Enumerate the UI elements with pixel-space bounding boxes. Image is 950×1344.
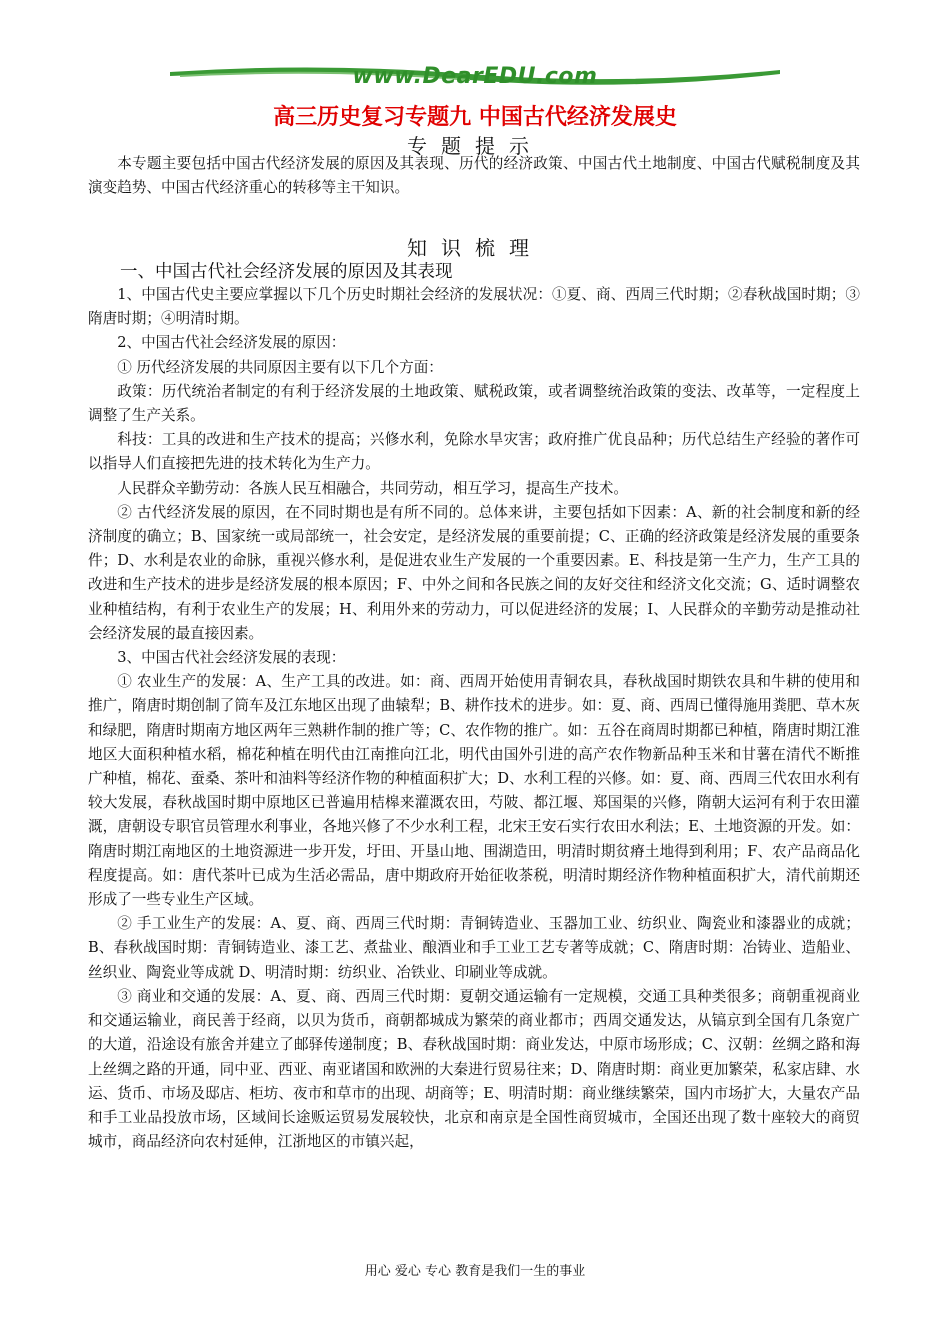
paragraph: 人民群众辛勤劳动：各族人民互相融合，共同劳动，相互学习，提高生产技术。 bbox=[117, 479, 628, 497]
document-title: 高三历史复习专题九 中国古代经济发展史 bbox=[273, 104, 677, 130]
paragraph: 1、中国古代史主要应掌握以下几个历史时期社会经济的发展状况：①夏、商、西周三代时期；②春秋战国时期；③隋唐时期；④明清时期。 bbox=[88, 286, 860, 328]
site-banner bbox=[170, 60, 780, 96]
paragraph: ② 古代经济发展的原因，在不同时期也是有所不同的。总体来讲，主要包括如下因素：A、新的社会制度和新的经济制度的确立；B、国家统一或局部统一，社会安定，是经济发展的重要前提；C、正确的经济政策是经济发展的重要条件；D、水利是农业的命脉，重视兴修水利，是促进农业生产发展的一个重要因素。E、科技是第一生产力，生产工具的改进和生产技术的进步是经济发展的根本原因；F、中外之间和各民族之间的友好交往和经济文化交流；G、适时调整农业种植结构，有利于农业生产的发展；H、利用外来的劳动力，可以促进经济的发展；I、人民群众的辛勤劳动是推动社会经济发展的最直接因素。 bbox=[88, 503, 860, 642]
paragraph: 3、中国古代社会经济发展的表现： bbox=[117, 649, 346, 667]
site-logo[interactable]: www.DearEDU.com bbox=[352, 64, 598, 89]
paragraph: ① 农业生产的发展：A、生产工具的改进。如：商、西周开始使用青铜农具，春秋战国时期铁农具和牛耕的使用和推广，隋唐时期创制了筒车及江东地区出现了曲辕犁；B、耕作技术的进步。如：夏、商、西周已懂得施用粪肥、草木灰和绿肥，隋唐时期南方地区两年三熟耕作制的推广等；C、农作物的推广。如：五谷在商周时期都已种植，隋唐时期江淮地区大面积种植水稻，棉花种植在明代由江南推向江北，明代由国外引进的高产农作物新品种玉米和甘薯在清代不断推广种植，棉花、蚕桑、茶叶和油料等经济作物的种植面积扩大；D、水利工程的兴修。如：夏、商、西周三代农田水利有较大发展，春秋战国时期中原地区已普遍用桔槔来灌溉农田，芍陂、都江堰、郑国渠的兴修，隋朝大运河有利于农田灌溉，唐朝设专职官员管理水利事业，各地兴修了不少水利工程，北宋王安石实行农田水利法；E、土地资源的开发。如：隋唐时期江南地区的土地资源进一步开发，圩田、开垦山地、围湖造田，明清时期贫瘠土地得到利用；F、农产品商品化程度提高。如：唐代茶叶已成为生活必需品，唐中期政府开始征收茶税，明清时期经济作物种植面积扩大，清代前期还形成了一些专业生产区域。 bbox=[88, 673, 860, 909]
paragraph: 2、中国古代社会经济发展的原因： bbox=[117, 334, 346, 352]
paragraph: ③ 商业和交通的发展：A、夏、商、西周三代时期：夏朝交通运输有一定规模，交通工具种类很多；商朝重视商业和交通运输业，商民善于经商，以贝为货币，商朝都城成为繁荣的商业都市；西周交通发达，从镐京到全国有几条宽广的大道，沿途设有旅舍并建立了邮驿传递制度；B、春秋战国时期：商业发达，中原市场形成；C、汉朝：丝绸之路和海上丝绸之路的开通，同中亚、西亚、南亚诸国和欧洲的大秦进行贸易往来；D、隋唐时期：商业更加繁荣，私家店肆、水运、货币、市场及邸店、柜坊、夜市和草市的出现、胡商等；E、明清时期：商业继续繁荣，国内市场扩大，大量农产品和手工业品投放市场，区域间长途贩运贸易发展较快，北京和南京是全国性商贸城市，全国还出现了数十座较大的商贸城市，商品经济向农村延伸，江浙地区的市镇兴起， bbox=[88, 987, 860, 1151]
subheading-tips: 专题提示 bbox=[407, 134, 543, 158]
paragraph: ① 历代经济发展的共同原因主要有以下几个方面： bbox=[117, 358, 443, 376]
paragraph: 科技：工具的改进和生产技术的提高；兴修水利，免除水旱灾害；政府推广优良品种；历代总结生产经验的著作可以指导人们直接把先进的技术转化为生产力。 bbox=[88, 431, 860, 473]
page-footer: 用心 爱心 专心 教育是我们一生的事业 bbox=[364, 1264, 586, 1279]
intro-paragraph bbox=[88, 152, 860, 200]
paragraph: ② 手工业生产的发展：A、夏、商、西周三代时期：青铜铸造业、玉器加工业、纺织业、陶瓷业和漆器业的成就；B、春秋战国时期：青铜铸造业、漆工艺、煮盐业、酿酒业和手工业工艺专著等成就；C、隋唐时期：冶铸业、造船业、丝织业、陶瓷业等成就 D、明清时期：纺织业、冶铁业、印刷业等成就。 bbox=[88, 915, 860, 981]
subheading-knowledge: 知识梳理 bbox=[407, 236, 543, 260]
paragraph: 政策：历代统治者制定的有利于经济发展的土地政策、赋税政策，或者调整统治政策的变法、改革等，一定程度上调整了生产关系。 bbox=[88, 382, 860, 425]
section-heading: 一、中国古代社会经济发展的原因及其表现 bbox=[120, 262, 453, 282]
body-text bbox=[88, 283, 860, 1154]
intro-text: 本专题主要包括中国古代经济发展的原因及其表现、历代的经济政策、中国古代土地制度、中国古代赋税制度及其演变趋势、中国古代经济重心的转移等主干知识。 bbox=[88, 155, 860, 197]
